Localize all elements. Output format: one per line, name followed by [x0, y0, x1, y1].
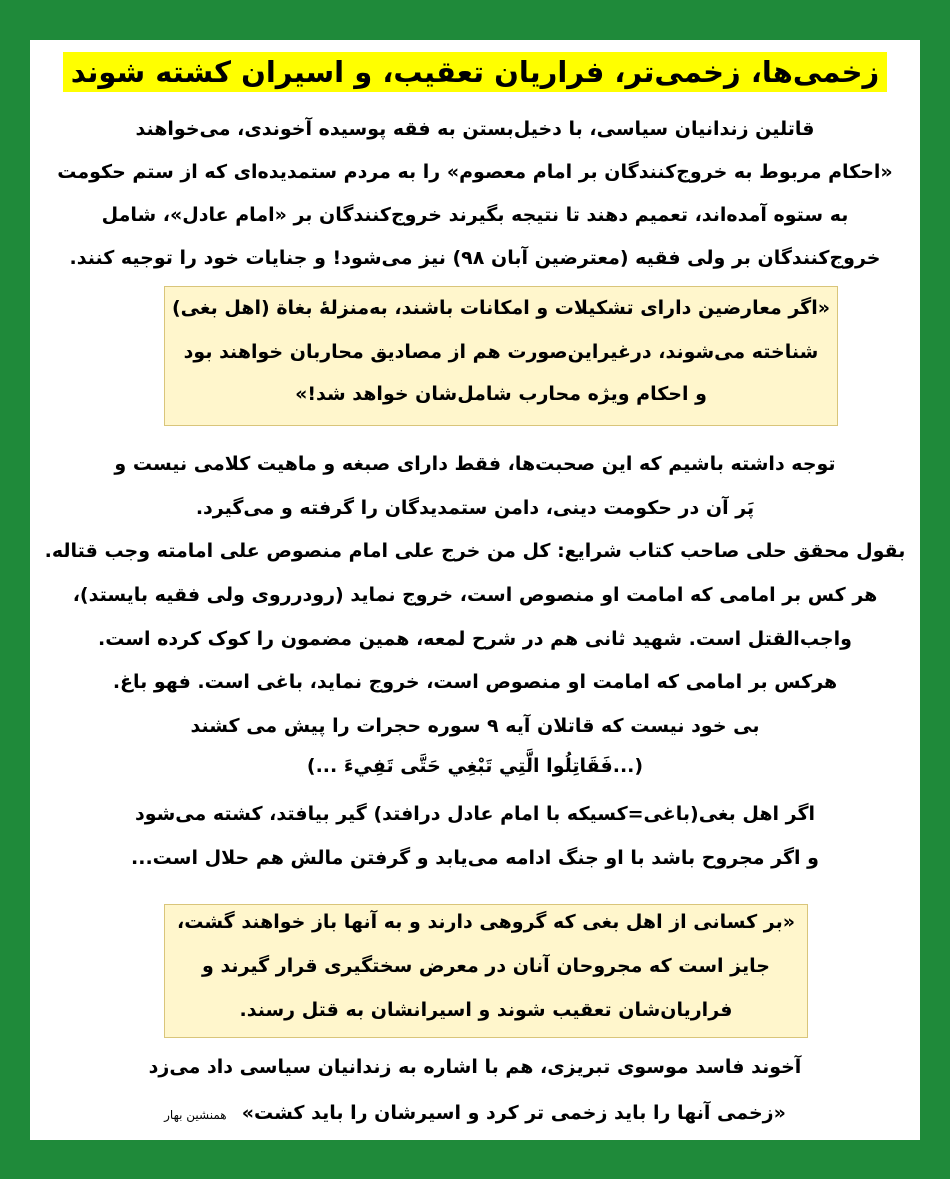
body-line: پَر آن در حکومت دینی، دامن ستمدیدگان را گرفته و می‌گیرد.	[195, 497, 755, 519]
title-wrap	[30, 52, 920, 92]
body-line: هر کس بر امامی که امامت او منصوص است، خروج نماید (رودرروی ولی فقیه بایستد)،	[72, 584, 878, 606]
body-line: بقول محقق حلی صاحب کتاب شرایع: کل من خرج علی امام منصوص علی امامته وجب قتاله.	[44, 540, 906, 562]
quote-line: جایز است که مجروحان آنان در معرض سختگیری قرار گیرند و	[202, 955, 770, 977]
intro-line: قاتلین زندانیان سیاسی، با دخیل‌بستن به فقه پوسیده آخوندی، می‌خواهند	[135, 118, 815, 140]
quote-line: و احکام ویژه محارب شامل‌شان خواهد شد!»	[295, 383, 707, 405]
closing-quote-row	[30, 1098, 920, 1128]
body-line: هرکس بر امامی که امامت او منصوص است، خروج نماید، باغی است. فهو باغ.	[112, 671, 838, 693]
quote-line: «اگر معارضین دارای تشکیلات و امکانات باشند، به‌منزلهٔ بغاة (اهل بغی)	[172, 297, 830, 319]
article-page	[30, 40, 920, 1140]
quote-box-1	[164, 286, 838, 426]
quote-line: «بر کسانی از اهل بغی که گروهی دارند و به آنها باز خواهند گشت،	[177, 911, 795, 933]
body-line: توجه داشته باشیم که این صحبت‌ها، فقط دارای صبغه و ماهیت کلامی نیست و	[114, 453, 836, 475]
closing-quote: «زخمی آنها را باید زخمی تر کرد و اسیرشان را باید کشت»	[241, 1102, 786, 1124]
signature: همنشین بهار	[164, 1108, 227, 1122]
quote-line: فراریان‌شان تعقیب شوند و اسیرانشان به قتل رسند.	[239, 999, 733, 1021]
intro-line: خروج‌کنندگان بر ولی فقیه (معترضین آبان ۹۸) نیز می‌شود! و جنایات خود را توجیه کنند.	[69, 247, 881, 269]
page-title: زخمی‌ها، زخمی‌تر، فراریان تعقیب، و اسیران کشته شوند	[63, 52, 887, 92]
body-line: و اگر مجروح باشد با او جنگ ادامه می‌یابد و گرفتن مالش هم حلال است...	[131, 847, 819, 869]
body-line: اگر اهل بغی(باغی=کسیکه با امام عادل درافتد) گیر بیافتد، کشته می‌شود	[134, 803, 816, 825]
intro-line: به ستوه آمده‌اند، تعمیم دهند تا نتیجه بگیرند خروج‌کنندگان بر «امام عادل»، شامل	[101, 204, 849, 226]
intro-line: «احکام مربوط به خروج‌کنندگان بر امام معصوم» را به مردم ستمدیده‌ای که از ستم حکومت	[57, 161, 893, 183]
body-line: واجب‌القتل است. شهید ثانی هم در شرح لمعه، همین مضمون را کوک کرده است.	[98, 628, 852, 650]
closing-line: آخوند فاسد موسوی تبریزی، هم با اشاره به زندانیان سیاسی داد می‌زد	[148, 1056, 802, 1078]
quote-line: شناخته می‌شوند، درغیراین‌صورت هم از مصادیق محاربان خواهند بود	[183, 341, 819, 363]
quote-box-2	[164, 904, 808, 1038]
verse-line: (...فَقَاتِلُوا الَّتِي تَبْغِي حَتَّى تَفِيءَ ...)	[306, 755, 644, 777]
body-line: بی خود نیست که قاتلان آیه ۹ سوره حجرات را پیش می کشند	[190, 715, 760, 737]
